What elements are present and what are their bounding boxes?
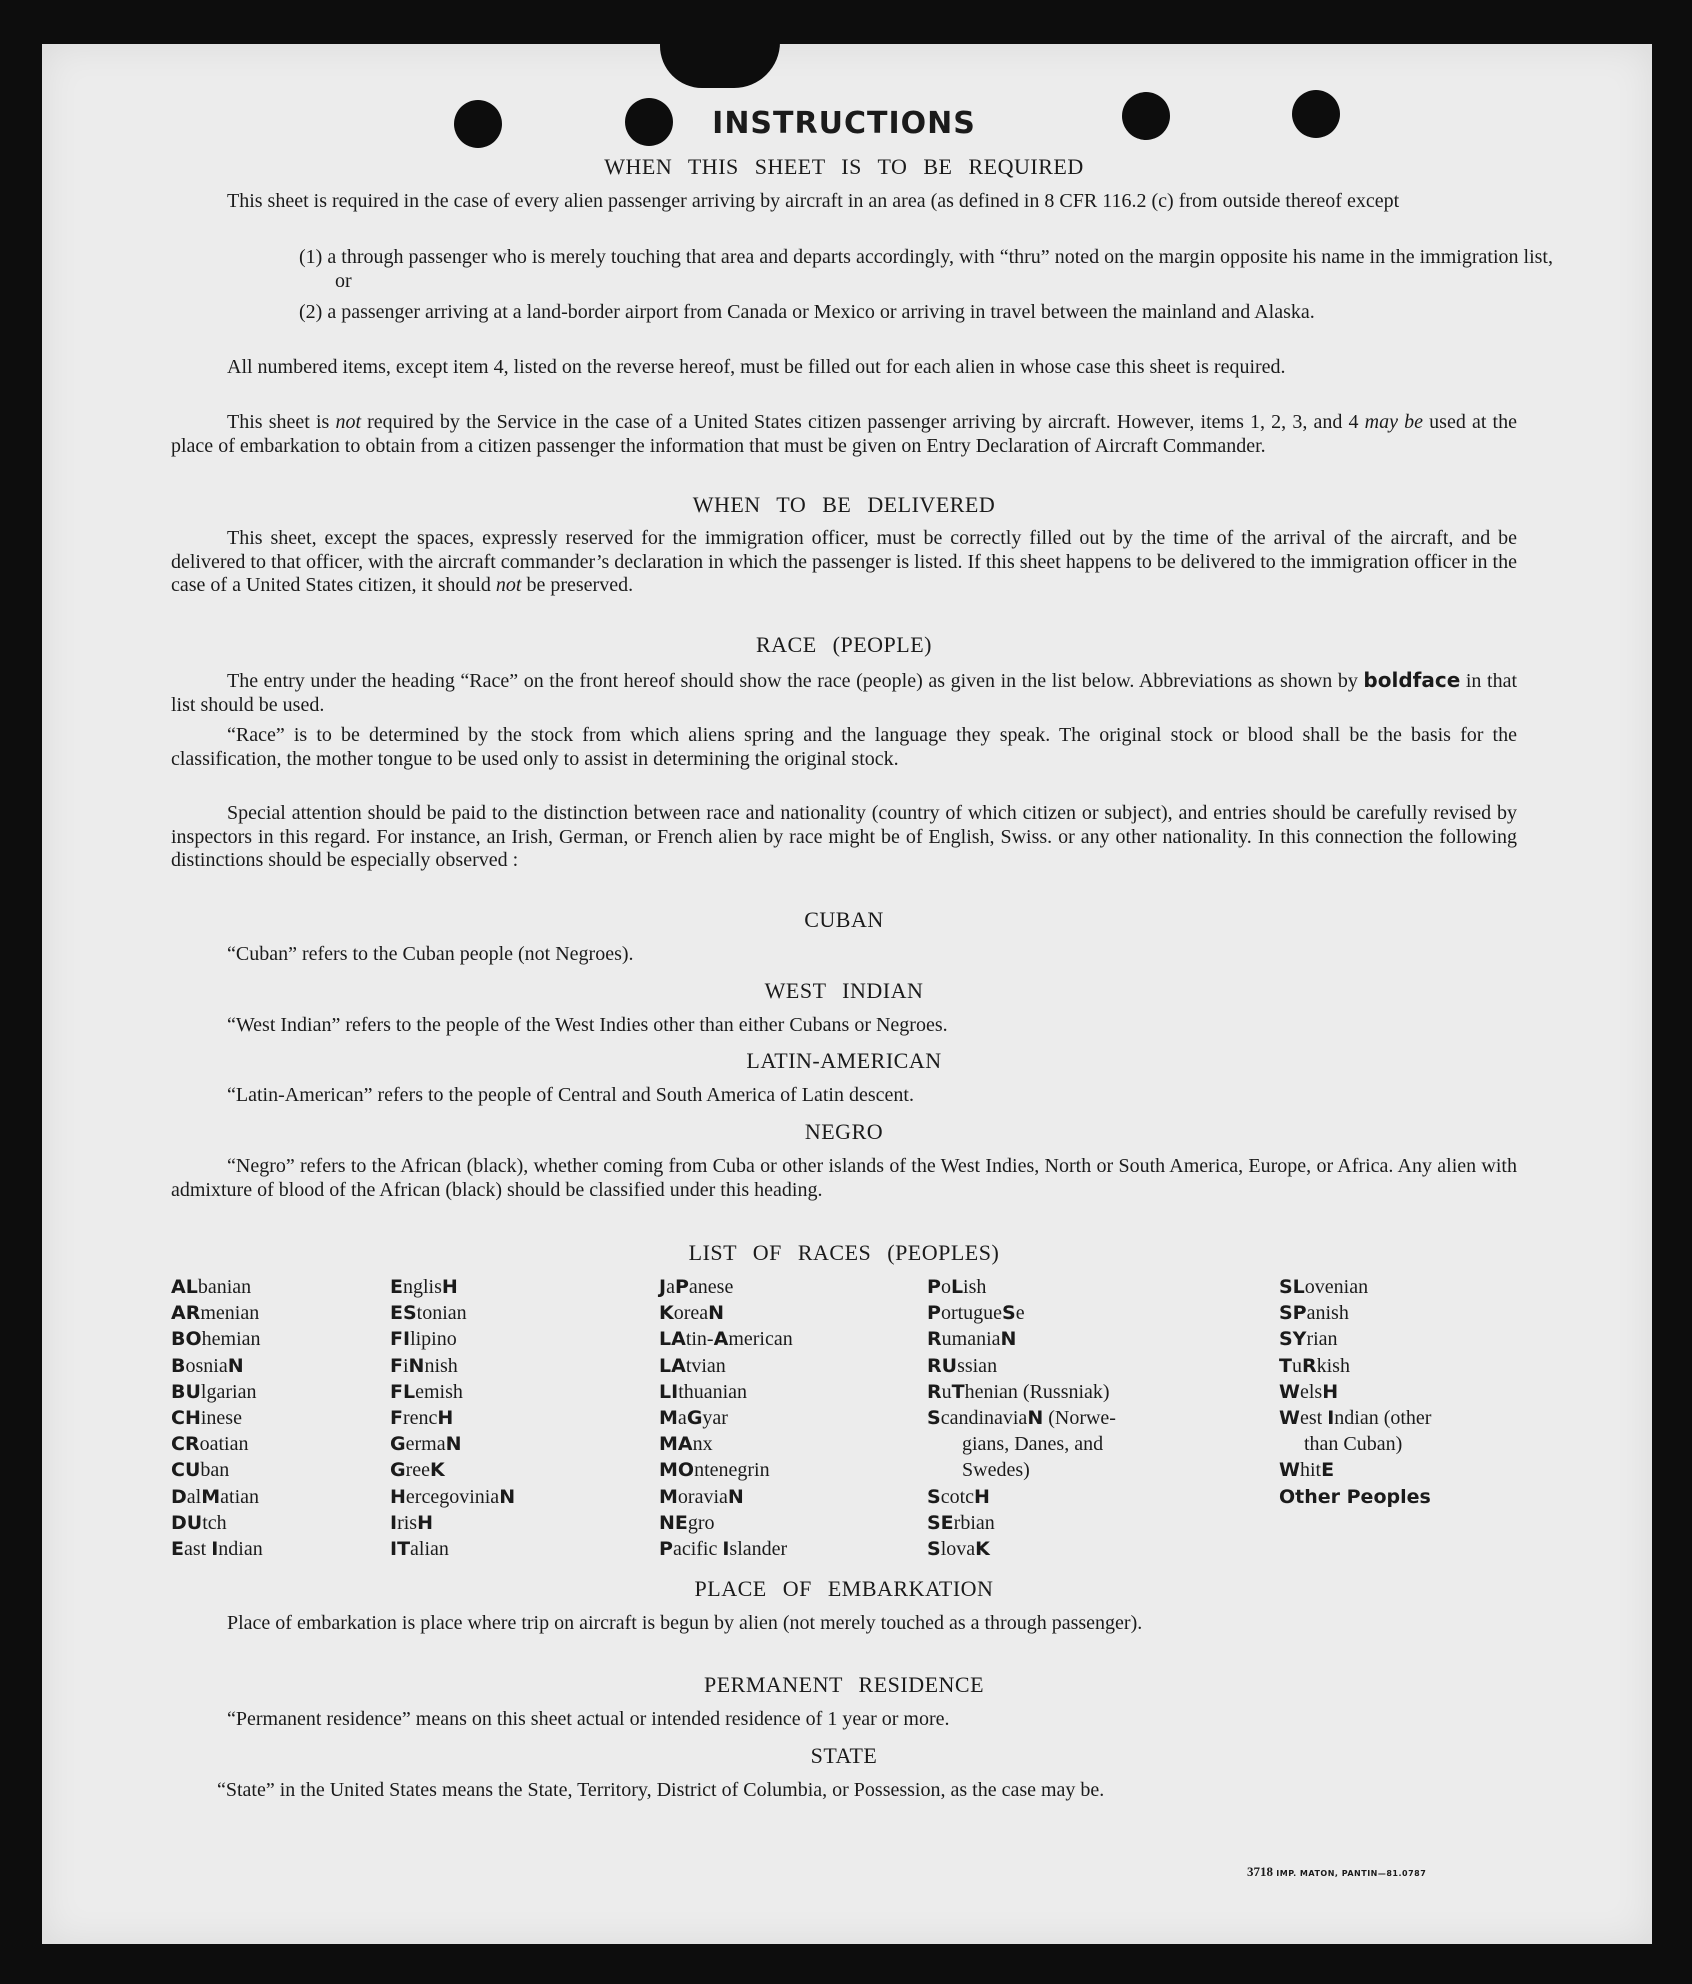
- race-text: o: [940, 1276, 951, 1298]
- race-entry: [1279, 1457, 1431, 1483]
- printer-imprint: [1247, 1864, 1426, 1880]
- abbreviation: E: [1321, 1459, 1335, 1482]
- race-entry: [1279, 1274, 1431, 1300]
- paragraph-permanent-residence: “Permanent residence” means on this sheet actual or intended residence of 1 year or more.: [227, 1708, 950, 1730]
- race-entry: [659, 1274, 793, 1300]
- race-text: tch: [202, 1511, 227, 1534]
- race-entry: [171, 1405, 263, 1431]
- abbreviation: K: [430, 1459, 445, 1482]
- race-text: yar: [702, 1407, 728, 1430]
- race-text: banian: [197, 1276, 252, 1298]
- race-text: ish: [963, 1276, 987, 1298]
- race-text: than Cuban): [1279, 1433, 1403, 1456]
- race-text: ntenegrin: [694, 1459, 770, 1482]
- race-entry: [927, 1353, 1116, 1379]
- abbreviation: P: [927, 1302, 941, 1325]
- page-title: INSTRUCTIONS: [712, 106, 976, 141]
- race-text: inese: [200, 1407, 242, 1430]
- abbreviation: CR: [171, 1433, 200, 1456]
- race-text: (Norwe-: [1043, 1407, 1116, 1430]
- race-text: tin-: [685, 1328, 714, 1351]
- abbreviation: AL: [171, 1276, 198, 1298]
- abbreviation: K: [975, 1538, 990, 1561]
- abbreviation: P: [659, 1538, 673, 1561]
- heading-state: STATE: [810, 1743, 878, 1768]
- race-entry: [659, 1353, 793, 1379]
- race-entry: [659, 1405, 793, 1431]
- race-entry: [927, 1300, 1116, 1326]
- race-text: gro: [687, 1511, 715, 1534]
- heading-west-indian: WEST INDIAN: [764, 978, 924, 1003]
- paragraph-embarkation: Place of embarkation is place where trip on aircraft is begun by alien (not merely touched as a through passenger).: [227, 1612, 1143, 1634]
- abbreviation: I: [390, 1511, 398, 1534]
- race-text: emish: [415, 1380, 463, 1403]
- race-text: thuanian: [678, 1380, 748, 1403]
- race-text: orea: [673, 1302, 709, 1325]
- race-text: cotc: [940, 1485, 974, 1508]
- race-text: ercegovinia: [405, 1485, 500, 1508]
- paragraph-cuban: “Cuban” refers to the Cuban people (not Negroes).: [227, 943, 634, 965]
- abbreviation: IT: [390, 1538, 411, 1561]
- race-text: oravia: [677, 1485, 728, 1508]
- race-entry: [1279, 1353, 1431, 1379]
- abbreviation: N: [708, 1302, 725, 1325]
- race-entry: [390, 1457, 515, 1483]
- race-entry: [1279, 1379, 1431, 1405]
- race-text: tonian: [416, 1302, 467, 1325]
- race-text: osnia: [185, 1354, 228, 1377]
- torn-edge: [660, 42, 780, 88]
- text-run: required by the Service in the case of a United States citizen passenger arriving by aircraft. However, items 1, 2, 3, and 4: [361, 411, 1365, 433]
- abbreviation: BU: [171, 1380, 201, 1403]
- heading-list-of-races: LIST OF RACES (PEOPLES): [688, 1240, 1000, 1265]
- race-entry: [659, 1484, 793, 1510]
- race-entry: [927, 1405, 1116, 1431]
- abbreviation: N: [227, 1354, 244, 1377]
- abbreviation: T: [951, 1380, 965, 1403]
- race-entry: [1279, 1484, 1431, 1510]
- race-text: nish: [424, 1354, 458, 1377]
- race-text: ree: [405, 1459, 431, 1482]
- race-entry: [171, 1484, 263, 1510]
- race-text: anese: [688, 1276, 734, 1298]
- race-list-column-3: [659, 1274, 793, 1562]
- abbreviation: A: [713, 1328, 729, 1351]
- race-entry: [171, 1431, 263, 1457]
- abbreviation: N: [445, 1433, 462, 1456]
- race-entry: [390, 1326, 515, 1352]
- race-text: oatian: [199, 1433, 249, 1456]
- abbreviation: R: [927, 1380, 942, 1403]
- race-entry: [659, 1300, 793, 1326]
- abbreviation: SL: [1279, 1276, 1305, 1298]
- abbreviation: ES: [390, 1302, 417, 1325]
- abbreviation: N: [727, 1485, 744, 1508]
- printer-name: IMP. MATON, PANTIN—81.0787: [1276, 1869, 1427, 1878]
- abbreviation: M: [659, 1407, 678, 1430]
- text-run: The entry under the heading “Race” on the front hereof should show the race (people) as given in the list below. Abbreviations as shown by: [227, 670, 1364, 692]
- heading-cuban: CUBAN: [804, 907, 884, 932]
- race-entry: [390, 1536, 515, 1562]
- race-entry: [927, 1457, 1116, 1483]
- race-entry: [659, 1379, 793, 1405]
- abbreviation: BO: [171, 1328, 202, 1351]
- race-text: hemian: [201, 1328, 261, 1351]
- race-list-column-2: [390, 1274, 515, 1562]
- abbreviation: G: [390, 1433, 406, 1456]
- abbreviation: I: [1327, 1407, 1335, 1430]
- paragraph-required-2: All numbered items, except item 4, listed on the reverse hereof, must be filled out for each alien in whose case this sheet is required.: [227, 356, 1286, 378]
- race-entry: [390, 1405, 515, 1431]
- race-entry: [659, 1326, 793, 1352]
- abbreviation: SY: [1279, 1328, 1307, 1351]
- abbreviation: LA: [659, 1328, 686, 1351]
- race-text: lova: [940, 1538, 976, 1561]
- paragraph-race-2: “Race” is to be determined by the stock from which aliens spring and the language they speak. The original stock or blood shall be the basis for the classification, the mother tongue to be used only to assist in determining the original stock.: [171, 724, 1517, 770]
- abbreviation: I: [211, 1538, 219, 1561]
- abbreviation: W: [1279, 1380, 1300, 1403]
- abbreviation: H: [417, 1511, 433, 1534]
- race-text: al: [186, 1485, 202, 1508]
- abbreviation: N: [499, 1485, 516, 1508]
- race-text: alian: [410, 1538, 449, 1561]
- abbreviation: M: [201, 1485, 221, 1508]
- race-entry: [1279, 1326, 1431, 1352]
- race-text: erma: [405, 1433, 446, 1456]
- abbreviation: K: [659, 1302, 674, 1325]
- race-entry: [171, 1353, 263, 1379]
- race-text: tvian: [685, 1354, 726, 1377]
- abbreviation: N: [1000, 1328, 1017, 1351]
- race-text: u: [941, 1380, 952, 1403]
- heading-embarkation: PLACE OF EMBARKATION: [694, 1576, 994, 1601]
- race-text: est: [1299, 1407, 1328, 1430]
- abbreviation: S: [927, 1485, 941, 1508]
- race-text: rbian: [953, 1511, 995, 1534]
- abbreviation: B: [171, 1354, 186, 1377]
- race-list-column-4: [927, 1274, 1116, 1562]
- race-text: nx: [692, 1433, 713, 1456]
- text-run: in that list should be used.: [171, 670, 1518, 716]
- race-text: rian: [1306, 1328, 1338, 1351]
- race-entry: [927, 1326, 1116, 1352]
- abbreviation: R: [1301, 1354, 1317, 1377]
- paragraph-negro: “Negro” refers to the African (black), whether coming from Cuba or other islands of the West Indies, North or South America, Europe, or Africa. Any alien with admixture of blood of the African (black) should be classified under this heading.: [171, 1155, 1517, 1201]
- abbreviation: W: [1279, 1459, 1300, 1482]
- paragraph-race-3: Special attention should be paid to the distinction between race and nationality (country of which citizen or subject), and entries should be carefully revised by inspectors in this regard. For instance, an Irish, German, or French alien by race might be of English, Swiss. or any other nationality. In this connection the following distinctions should be especially observed :: [171, 802, 1517, 871]
- race-entry: [1279, 1431, 1431, 1457]
- race-entry: [659, 1536, 793, 1562]
- race-entry: [390, 1379, 515, 1405]
- abbreviation: S: [927, 1538, 941, 1561]
- abbreviation: CU: [171, 1459, 201, 1482]
- race-text: a: [666, 1276, 675, 1298]
- abbreviation: R: [927, 1328, 942, 1351]
- race-text: els: [1299, 1380, 1323, 1403]
- abbreviation: LA: [659, 1354, 686, 1377]
- text-run: This sheet, except the spaces, expressly reserved for the immigration officer, must be correctly filled out by the time of the arrival of the aircraft, and be delivered to that officer, with the aircraft commander’s declaration in which the passenger is listed. If this sheet happens to be delivered to the immigration officer in the case of a United States citizen, it should: [171, 527, 1517, 596]
- race-entry: [927, 1484, 1116, 1510]
- race-text: menian: [200, 1302, 260, 1325]
- race-entry: [390, 1484, 515, 1510]
- race-text: ban: [200, 1459, 230, 1482]
- abbreviation: H: [437, 1407, 454, 1430]
- abbreviation: D: [171, 1485, 187, 1508]
- abbreviation: G: [686, 1407, 703, 1430]
- abbreviation: Other Peoples: [1279, 1485, 1431, 1508]
- race-entry: [659, 1457, 793, 1483]
- race-text: kish: [1316, 1354, 1350, 1377]
- race-text: nglis: [402, 1276, 442, 1298]
- paragraph-delivered: [171, 527, 1517, 598]
- abbreviation: L: [950, 1276, 964, 1298]
- race-entry: [390, 1274, 515, 1300]
- race-entry: [927, 1379, 1116, 1405]
- abbreviation: E: [390, 1276, 403, 1298]
- abbreviation: CH: [171, 1407, 201, 1430]
- abbreviation: SE: [927, 1511, 954, 1534]
- abbreviation: FL: [390, 1380, 416, 1403]
- race-text: gians, Danes, and: [927, 1433, 1104, 1456]
- race-entry: [390, 1431, 515, 1457]
- race-text: renc: [402, 1407, 438, 1430]
- race-entry: [171, 1274, 263, 1300]
- abbreviation: F: [390, 1354, 403, 1377]
- race-text: umania: [941, 1328, 1001, 1351]
- race-list-column-5: [1279, 1274, 1431, 1510]
- abbreviation: RU: [927, 1354, 958, 1377]
- heading-latin-american: LATIN-AMERICAN: [746, 1048, 942, 1073]
- exception-item-1: (1) a through passenger who is merely touching that area and departs accordingly, with “thru” noted on the margin opposite his name in the immigration list, or: [299, 246, 1553, 292]
- emphasis-may-be: may be: [1364, 411, 1424, 433]
- abbreviation: G: [390, 1459, 406, 1482]
- paragraph-required-3: [171, 411, 1517, 458]
- race-text: atian: [220, 1485, 260, 1508]
- race-text: henian (Russniak): [964, 1380, 1110, 1403]
- race-entry: [659, 1510, 793, 1536]
- race-text: acific: [672, 1538, 723, 1561]
- abbreviation: MA: [659, 1433, 693, 1456]
- heading-permanent-residence: PERMANENT RESIDENCE: [703, 1672, 985, 1697]
- abbreviation: T: [1279, 1354, 1292, 1377]
- abbreviation: SP: [1279, 1302, 1307, 1325]
- abbreviation: FI: [390, 1328, 411, 1351]
- race-text: a: [677, 1407, 687, 1430]
- abbreviation: P: [927, 1276, 941, 1298]
- race-entry: [171, 1300, 263, 1326]
- race-text: Swedes): [927, 1459, 1030, 1482]
- race-text: lipino: [410, 1328, 457, 1351]
- race-text: ris: [397, 1511, 418, 1534]
- abbreviation: N: [1027, 1407, 1044, 1430]
- abbreviation: LI: [659, 1380, 679, 1403]
- race-text: i: [402, 1354, 409, 1377]
- heading-negro: NEGRO: [804, 1119, 884, 1144]
- race-entry: [927, 1431, 1116, 1457]
- paragraph-west-indian: “West Indian” refers to the people of the West Indies other than either Cubans or Negroes.: [227, 1014, 948, 1036]
- paragraph-latin-american: “Latin-American” refers to the people of Central and South America of Latin descent.: [227, 1084, 914, 1106]
- heading-race: RACE (PEOPLE): [756, 632, 932, 657]
- race-text: ndian: [218, 1538, 263, 1561]
- abbreviation: M: [659, 1485, 678, 1508]
- emphasis-not: not: [495, 574, 522, 596]
- abbreviation: I: [722, 1538, 730, 1561]
- race-text: hit: [1299, 1459, 1322, 1482]
- abbreviation: F: [390, 1407, 403, 1430]
- race-text: ortugue: [940, 1302, 1003, 1325]
- heading-delivered: WHEN TO BE DELIVERED: [692, 492, 996, 517]
- race-entry: [171, 1379, 263, 1405]
- race-text: slander: [729, 1538, 788, 1561]
- race-text: anish: [1306, 1302, 1349, 1325]
- heading-required: WHEN THIS SHEET IS TO BE REQUIRED: [604, 154, 1084, 179]
- paragraph-state: “State” in the United States means the State, Territory, District of Columbia, or Possession, as the case may be.: [217, 1779, 1105, 1801]
- race-entry: [927, 1274, 1116, 1300]
- race-text: ovenian: [1304, 1276, 1369, 1298]
- abbreviation: H: [974, 1485, 990, 1508]
- abbreviation: DU: [171, 1511, 203, 1534]
- abbreviation: W: [1279, 1407, 1300, 1430]
- race-entry: [171, 1326, 263, 1352]
- abbreviation: S: [927, 1407, 941, 1430]
- race-entry: [171, 1536, 263, 1562]
- race-entry: [390, 1300, 515, 1326]
- boldface-word: boldface: [1363, 668, 1461, 692]
- race-entry: [390, 1510, 515, 1536]
- paragraph-race-1: [171, 669, 1517, 717]
- text-run: used at the place of embarkation to obtain from a citizen passenger the information that must be given on Entry Declaration of Aircraft Commander.: [171, 411, 1517, 457]
- race-text: u: [1291, 1354, 1302, 1377]
- race-text: ssian: [957, 1354, 998, 1377]
- text-run: be preserved.: [521, 574, 634, 596]
- race-text: ast: [183, 1538, 212, 1561]
- race-entry: [1279, 1405, 1431, 1431]
- abbreviation: H: [441, 1276, 458, 1298]
- abbreviation: H: [1322, 1380, 1339, 1403]
- abbreviation: AR: [171, 1302, 201, 1325]
- race-entry: [927, 1510, 1116, 1536]
- paragraph-required-1: This sheet is required in the case of every alien passenger arriving by aircraft in an area (as defined in 8 CFR 116.2 (c) from outside thereof except: [227, 190, 1400, 212]
- abbreviation: N: [408, 1354, 425, 1377]
- race-entry: [171, 1510, 263, 1536]
- abbreviation: NE: [659, 1511, 688, 1534]
- race-entry: [659, 1431, 793, 1457]
- abbreviation: H: [390, 1485, 406, 1508]
- race-entry: [927, 1536, 1116, 1562]
- text-run: This sheet is: [227, 411, 336, 433]
- emphasis-not: not: [335, 411, 361, 433]
- abbreviation: S: [1002, 1302, 1016, 1325]
- document-sheet: [42, 44, 1652, 1944]
- race-text: e: [1015, 1302, 1025, 1325]
- exception-item-2: (2) a passenger arriving at a land-border airport from Canada or Mexico or arriving in travel between the mainland and Alaska.: [299, 301, 1315, 323]
- abbreviation: MO: [659, 1459, 695, 1482]
- race-text: merican: [728, 1328, 793, 1351]
- abbreviation: J: [659, 1276, 667, 1298]
- race-text: lgarian: [200, 1380, 257, 1403]
- abbreviation: P: [674, 1276, 689, 1298]
- race-list-column-1: [171, 1274, 263, 1562]
- race-entry: [171, 1457, 263, 1483]
- race-text: candinavia: [940, 1407, 1028, 1430]
- race-entry: [1279, 1300, 1431, 1326]
- race-entry: [390, 1353, 515, 1379]
- abbreviation: E: [171, 1538, 184, 1561]
- race-text: ndian (other: [1334, 1407, 1432, 1430]
- form-number: 3718: [1247, 1864, 1273, 1879]
